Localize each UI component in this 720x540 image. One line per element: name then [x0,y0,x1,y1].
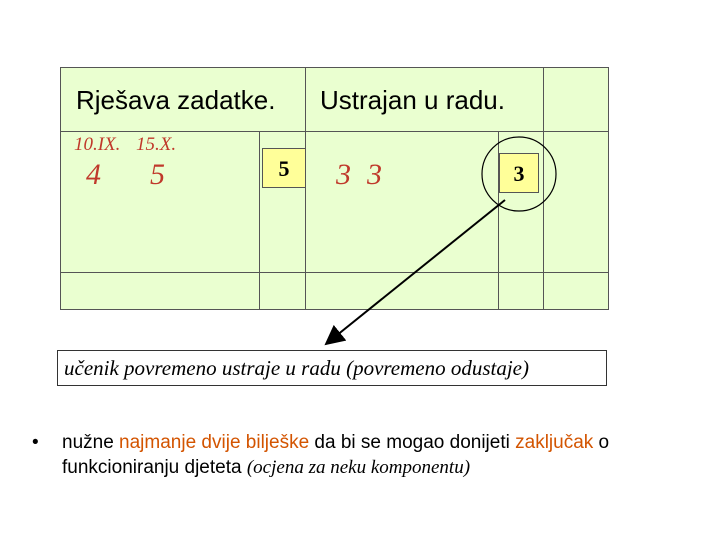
arrow-line [326,200,505,344]
date-2: 15.X. [136,134,177,155]
note-part-1: nužne [62,432,120,453]
highlight-circle [482,137,556,211]
grade-2: 5 [150,158,165,191]
summary-grade-right: 3 [499,153,539,193]
grade-4: 3 [367,158,382,191]
date-1: 10.IX. [74,134,121,155]
bullet-note-text [62,430,702,480]
summary-grade-left: 5 [262,148,306,188]
grade-3: 3 [336,158,351,191]
header-persistent-at-work: Ustrajan u radu. [320,85,505,115]
caption-box: učenik povremeno ustraje u radu (povremeno odustaje) [57,350,607,386]
note-highlight-2: zaključak [515,432,594,453]
header-solves-tasks: Rješava zadatke. [76,85,276,115]
bullet-note [32,430,702,480]
bullet-marker: • [32,432,39,453]
note-part-5: o funkcioniranju djeteta [62,432,610,478]
grade-1: 4 [86,158,101,191]
note-part-6: (ocjena za neku komponentu) [246,457,471,478]
note-highlight-1: najmanje dvije bilješke [119,432,310,453]
note-part-3: da bi se mogao donijeti [309,432,516,453]
